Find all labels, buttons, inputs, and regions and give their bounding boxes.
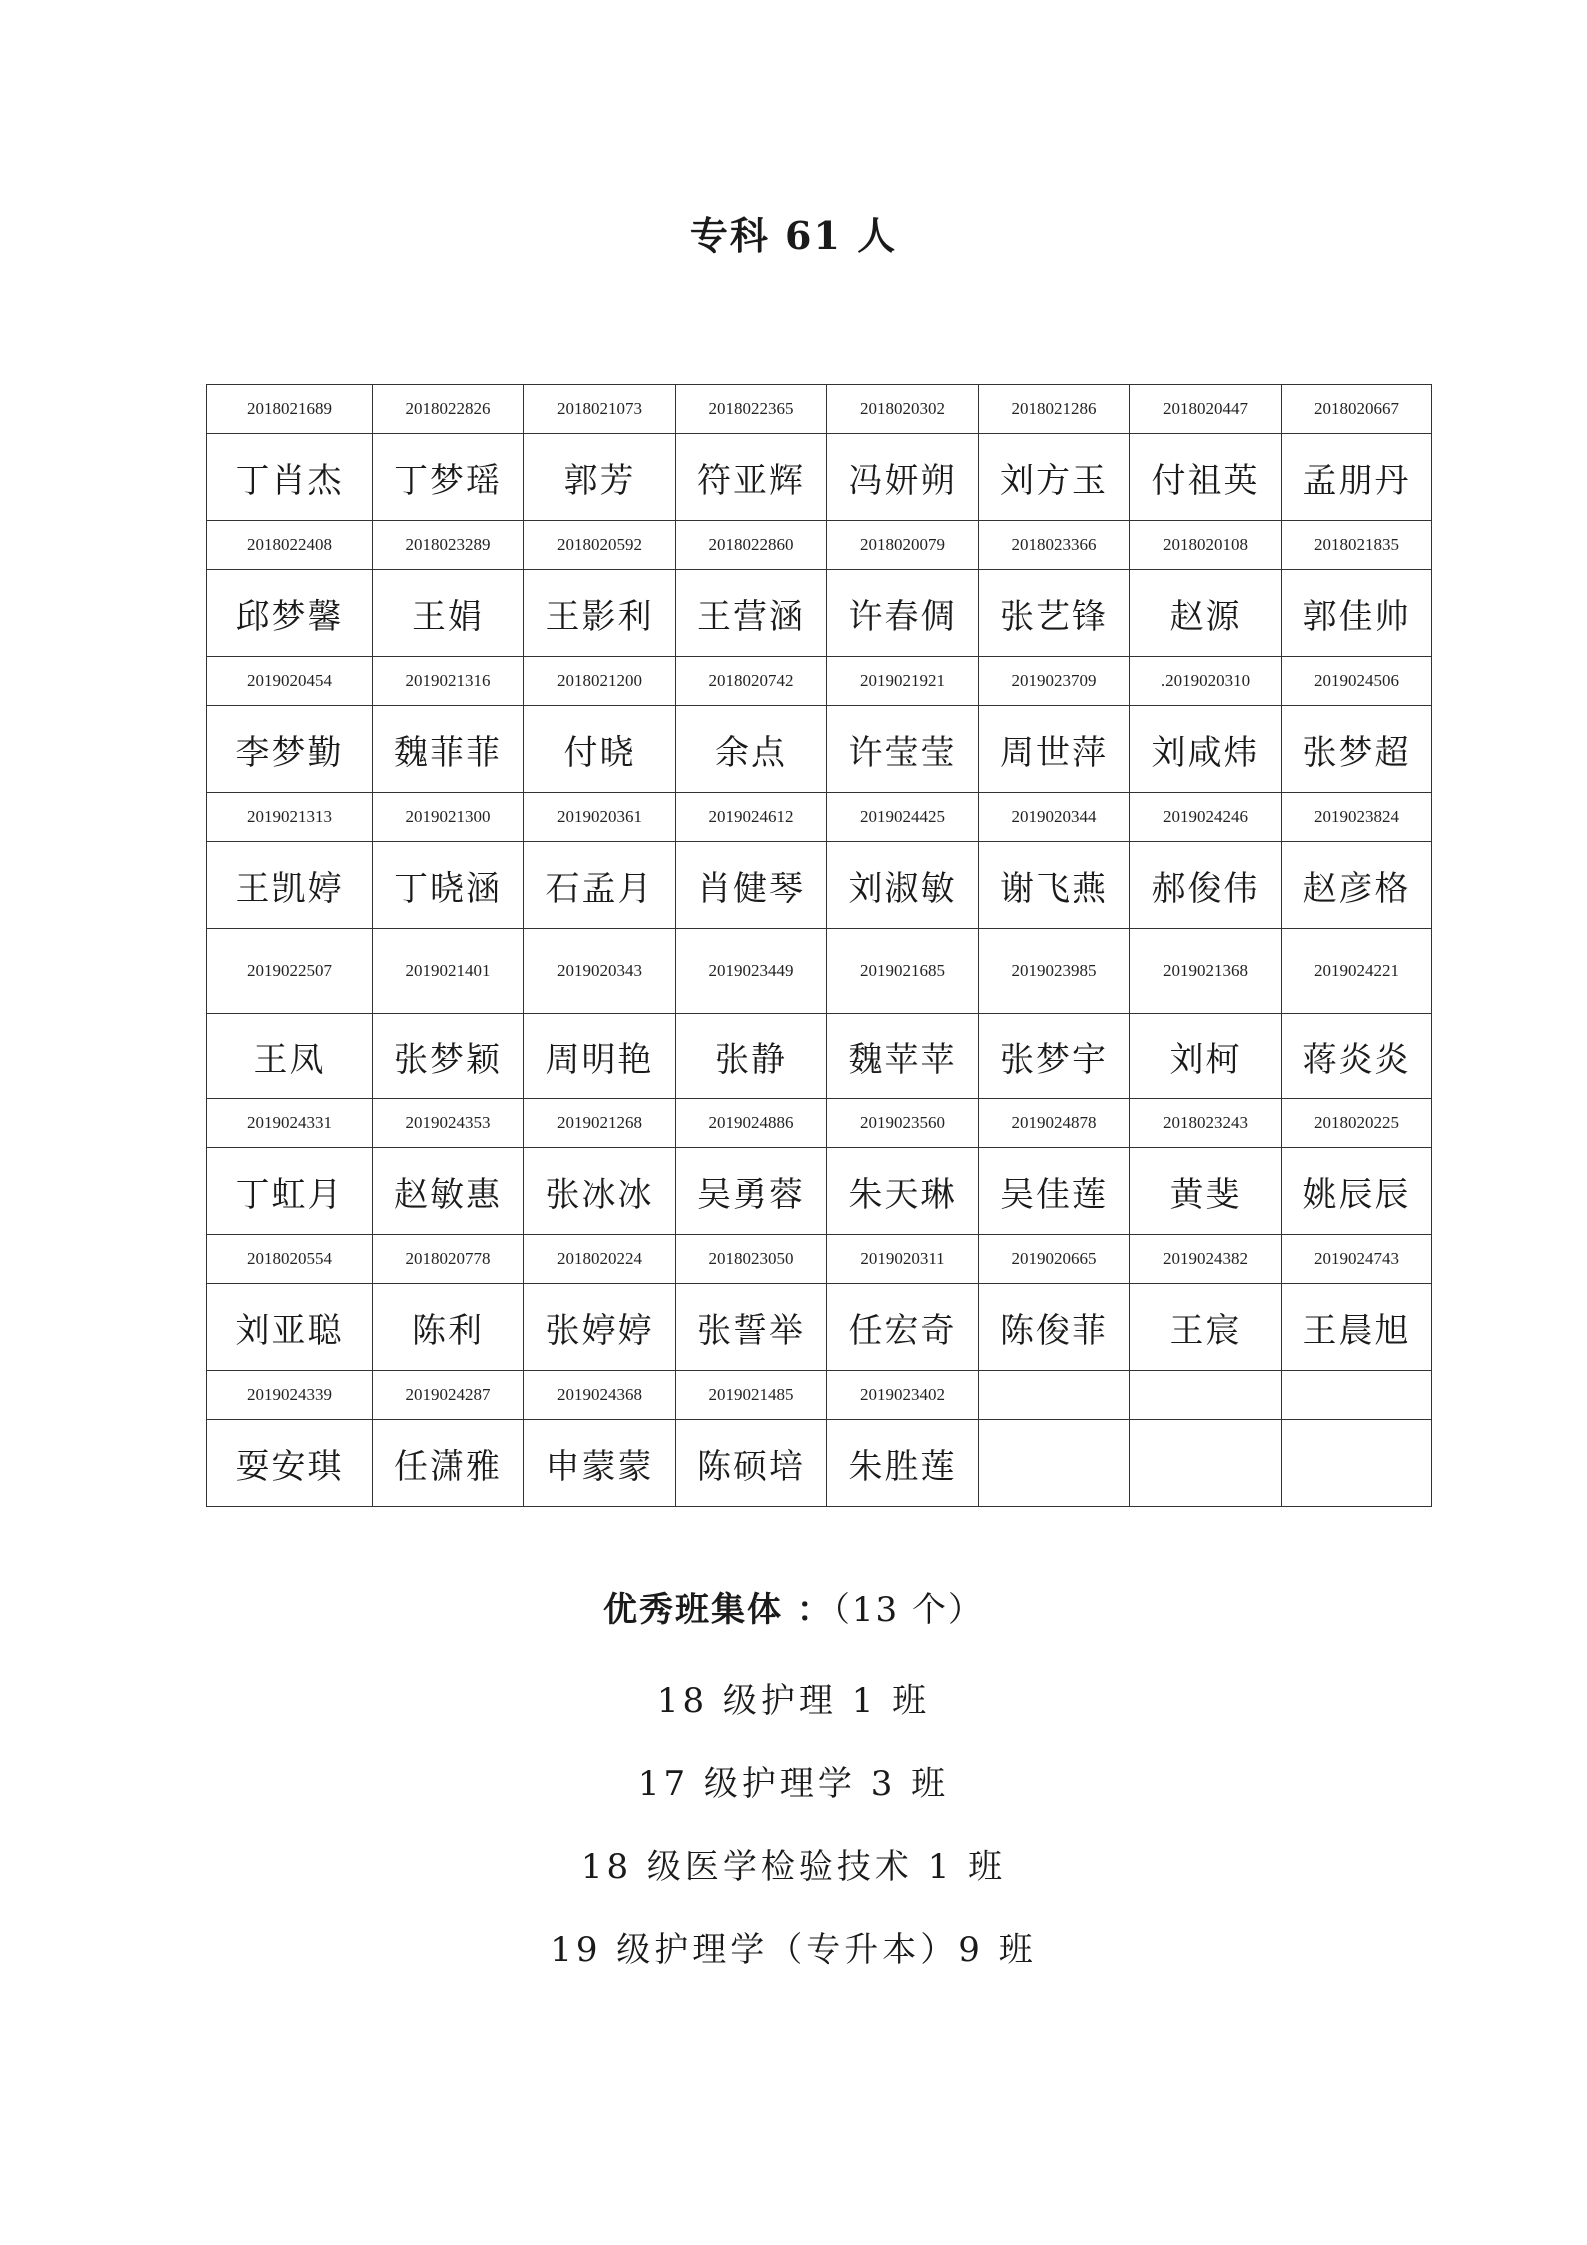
roster-block	[206, 1371, 1432, 1507]
student-name-cell: 丁梦瑶	[373, 434, 524, 520]
student-id-row	[206, 929, 1432, 1014]
student-name-cell: 陈硕培	[676, 1420, 827, 1506]
student-name-row	[206, 842, 1432, 929]
excellent-class-item: 19 级护理学（专升本）9 班	[550, 1930, 1037, 1970]
student-id-cell: 2019020361	[524, 793, 676, 841]
student-id-cell: .2019020310	[1130, 657, 1282, 705]
student-name-cell: 刘方玉	[979, 434, 1130, 520]
student-id-cell: 2018021689	[206, 385, 373, 433]
student-id-cell: 2019021368	[1130, 929, 1282, 1013]
student-name-cell: 魏苹苹	[827, 1014, 979, 1098]
student-id-cell: 2018020447	[1130, 385, 1282, 433]
student-name-cell: 周世萍	[979, 706, 1130, 792]
student-name-row	[206, 706, 1432, 793]
student-name-cell: 丁虹月	[206, 1148, 373, 1234]
student-id-cell: 2019020311	[827, 1235, 979, 1283]
student-id-cell: 2019024368	[524, 1371, 676, 1419]
student-name-cell: 符亚辉	[676, 434, 827, 520]
student-name-cell: 肖健琴	[676, 842, 827, 928]
student-name-cell: 周明艳	[524, 1014, 676, 1098]
roster-block	[206, 1235, 1432, 1371]
student-id-cell: 2019022507	[206, 929, 373, 1013]
student-name-cell: 吴勇蓉	[676, 1148, 827, 1234]
student-id-cell	[1130, 1371, 1282, 1419]
student-name-cell: 王娟	[373, 570, 524, 656]
student-name-row	[206, 570, 1432, 657]
excellent-class-section	[0, 1580, 1587, 1992]
student-name-cell: 赵敏惠	[373, 1148, 524, 1234]
student-id-cell: 2018023289	[373, 521, 524, 569]
student-id-cell: 2019024878	[979, 1099, 1130, 1147]
student-name-cell: 余点	[676, 706, 827, 792]
student-name-cell: 张梦颖	[373, 1014, 524, 1098]
student-id-row	[206, 385, 1432, 434]
student-name-cell: 朱胜莲	[827, 1420, 979, 1506]
student-id-cell: 2019020344	[979, 793, 1130, 841]
student-id-cell: 2019024506	[1282, 657, 1432, 705]
student-name-cell: 孟朋丹	[1282, 434, 1432, 520]
student-name-cell: 任潇雅	[373, 1420, 524, 1506]
student-id-cell: 2018021286	[979, 385, 1130, 433]
student-name-row	[206, 1420, 1432, 1507]
student-id-cell: 2019021685	[827, 929, 979, 1013]
student-name-cell: 王凯婷	[206, 842, 373, 928]
student-name-cell: 赵彦格	[1282, 842, 1432, 928]
student-name-cell	[979, 1420, 1130, 1506]
student-name-cell: 谢飞燕	[979, 842, 1130, 928]
student-roster-table	[206, 384, 1432, 1507]
student-name-cell: 刘咸炜	[1130, 706, 1282, 792]
excellent-class-count: （13 个）	[832, 1590, 984, 1630]
student-id-cell: 2019021921	[827, 657, 979, 705]
student-name-cell: 付晓	[524, 706, 676, 792]
student-id-row	[206, 1371, 1432, 1420]
student-name-cell: 李梦勤	[206, 706, 373, 792]
student-id-cell: 2019024287	[373, 1371, 524, 1419]
student-id-cell	[979, 1371, 1130, 1419]
student-id-row	[206, 793, 1432, 842]
student-id-cell: 2019021401	[373, 929, 524, 1013]
student-id-cell: 2018021835	[1282, 521, 1432, 569]
student-name-cell: 石孟月	[524, 842, 676, 928]
student-name-row	[206, 1148, 1432, 1235]
student-id-cell: 2018022826	[373, 385, 524, 433]
student-id-cell: 2018020667	[1282, 385, 1432, 433]
student-name-cell: 王晨旭	[1282, 1284, 1432, 1370]
student-id-cell: 2019023985	[979, 929, 1130, 1013]
student-name-cell: 郭佳帅	[1282, 570, 1432, 656]
student-id-cell: 2019021268	[524, 1099, 676, 1147]
student-id-cell: 2018020108	[1130, 521, 1282, 569]
student-name-cell: 申蒙蒙	[524, 1420, 676, 1506]
student-name-cell: 丁晓涵	[373, 842, 524, 928]
roster-block	[206, 657, 1432, 793]
student-id-cell: 2018021073	[524, 385, 676, 433]
student-id-row	[206, 1099, 1432, 1148]
student-id-cell: 2018022408	[206, 521, 373, 569]
excellent-class-list	[0, 1660, 1587, 1992]
student-name-cell: 陈利	[373, 1284, 524, 1370]
student-id-row	[206, 657, 1432, 706]
student-id-cell: 2018023050	[676, 1235, 827, 1283]
student-name-cell: 郭芳	[524, 434, 676, 520]
student-name-row	[206, 1284, 1432, 1371]
student-id-cell: 2018020742	[676, 657, 827, 705]
student-name-cell: 刘柯	[1130, 1014, 1282, 1098]
student-id-cell: 2019024221	[1282, 929, 1432, 1013]
student-name-cell	[1282, 1420, 1432, 1506]
student-id-cell: 2019024886	[676, 1099, 827, 1147]
student-id-cell: 2018020554	[206, 1235, 373, 1283]
student-name-cell: 耍安琪	[206, 1420, 373, 1506]
student-name-cell: 姚辰辰	[1282, 1148, 1432, 1234]
student-name-cell: 蒋炎炎	[1282, 1014, 1432, 1098]
student-name-cell: 朱天琳	[827, 1148, 979, 1234]
student-name-cell: 刘淑敏	[827, 842, 979, 928]
roster-block	[206, 1099, 1432, 1235]
student-name-cell: 张婷婷	[524, 1284, 676, 1370]
student-name-cell: 黄斐	[1130, 1148, 1282, 1234]
student-id-cell: 2019024353	[373, 1099, 524, 1147]
student-name-cell: 郝俊伟	[1130, 842, 1282, 928]
student-name-cell: 刘亚聪	[206, 1284, 373, 1370]
student-id-cell: 2018020079	[827, 521, 979, 569]
student-id-cell: 2018020224	[524, 1235, 676, 1283]
student-id-cell: 2019023402	[827, 1371, 979, 1419]
student-name-cell: 张梦超	[1282, 706, 1432, 792]
student-id-cell: 2019023449	[676, 929, 827, 1013]
student-id-cell: 2019020454	[206, 657, 373, 705]
student-id-cell: 2019023560	[827, 1099, 979, 1147]
student-name-cell: 许春倜	[827, 570, 979, 656]
student-name-cell: 付祖英	[1130, 434, 1282, 520]
student-name-cell: 冯妍朔	[827, 434, 979, 520]
student-name-cell: 邱梦馨	[206, 570, 373, 656]
student-id-cell: 2018023366	[979, 521, 1130, 569]
student-name-cell: 吴佳莲	[979, 1148, 1130, 1234]
page-title: 专科 61 人	[689, 213, 898, 258]
student-id-row	[206, 521, 1432, 570]
student-name-cell	[1130, 1420, 1282, 1506]
roster-block	[206, 521, 1432, 657]
excellent-class-heading-label: 优秀班集体 ：	[603, 1590, 833, 1630]
excellent-class-item: 17 级护理学 3 班	[637, 1764, 950, 1804]
student-name-cell: 张冰冰	[524, 1148, 676, 1234]
student-id-cell: 2019021313	[206, 793, 373, 841]
student-name-cell: 王影利	[524, 570, 676, 656]
student-name-cell: 陈俊菲	[979, 1284, 1130, 1370]
student-id-cell: 2018020778	[373, 1235, 524, 1283]
student-id-row	[206, 1235, 1432, 1284]
student-id-cell: 2019024382	[1130, 1235, 1282, 1283]
student-id-cell: 2019021316	[373, 657, 524, 705]
student-name-row	[206, 434, 1432, 521]
excellent-class-item: 18 级护理 1 班	[656, 1681, 931, 1721]
student-id-cell: 2019021485	[676, 1371, 827, 1419]
student-id-cell: 2019020665	[979, 1235, 1130, 1283]
student-name-cell: 张誓举	[676, 1284, 827, 1370]
excellent-class-item: 18 级医学检验技术 1 班	[580, 1847, 1007, 1887]
student-name-cell: 魏菲菲	[373, 706, 524, 792]
student-name-cell: 王营涵	[676, 570, 827, 656]
student-name-cell: 任宏奇	[827, 1284, 979, 1370]
student-id-cell: 2019024743	[1282, 1235, 1432, 1283]
student-name-cell: 赵源	[1130, 570, 1282, 656]
student-id-cell: 2019024246	[1130, 793, 1282, 841]
student-id-cell: 2019023709	[979, 657, 1130, 705]
student-id-cell: 2019024331	[206, 1099, 373, 1147]
student-id-cell: 2018022860	[676, 521, 827, 569]
student-id-cell: 2019020343	[524, 929, 676, 1013]
student-id-cell: 2018020592	[524, 521, 676, 569]
student-name-cell: 许莹莹	[827, 706, 979, 792]
student-id-cell: 2018022365	[676, 385, 827, 433]
student-id-cell: 2018020302	[827, 385, 979, 433]
student-id-cell: 2018020225	[1282, 1099, 1432, 1147]
student-name-row	[206, 1014, 1432, 1099]
student-id-cell: 2019021300	[373, 793, 524, 841]
student-id-cell: 2018023243	[1130, 1099, 1282, 1147]
student-id-cell: 2018021200	[524, 657, 676, 705]
student-name-cell: 丁肖杰	[206, 434, 373, 520]
student-id-cell: 2019024339	[206, 1371, 373, 1419]
roster-block	[206, 929, 1432, 1099]
excellent-class-heading	[0, 1580, 1587, 1640]
student-name-cell: 张梦宇	[979, 1014, 1130, 1098]
roster-block	[206, 793, 1432, 929]
student-id-cell: 2019024612	[676, 793, 827, 841]
student-id-cell	[1282, 1371, 1432, 1419]
student-id-cell: 2019024425	[827, 793, 979, 841]
roster-block	[206, 385, 1432, 521]
student-name-cell: 张艺锋	[979, 570, 1130, 656]
student-name-cell: 王凤	[206, 1014, 373, 1098]
student-name-cell: 王宸	[1130, 1284, 1282, 1370]
student-id-cell: 2019023824	[1282, 793, 1432, 841]
student-name-cell: 张静	[676, 1014, 827, 1098]
